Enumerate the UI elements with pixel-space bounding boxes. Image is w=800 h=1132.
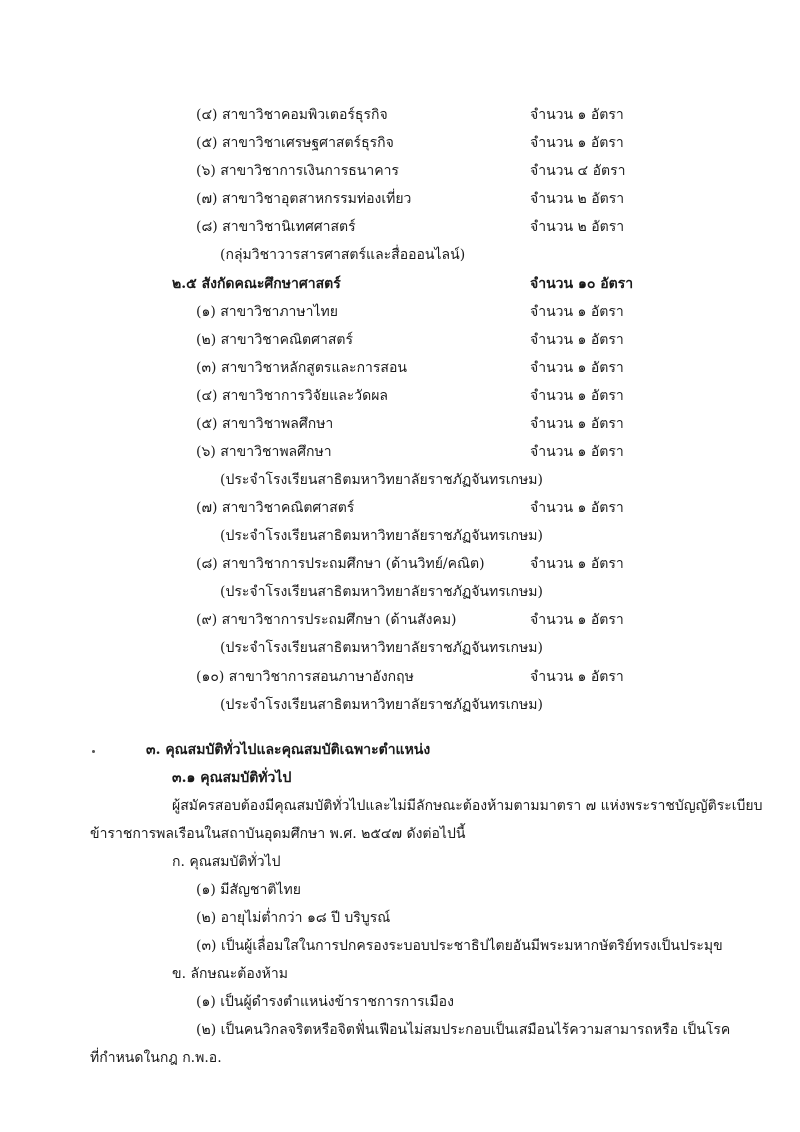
list-item-count: จำนวน ๔ อัตรา	[530, 163, 626, 179]
list-item-note: (ประจำโรงเรียนสาธิตมหาวิทยาลัยราชภัฏจันทรเกษม)	[220, 472, 543, 488]
list-item-label: (๘) สาขาวิชาการประถมศึกษา (ด้านวิทย์/คณิต)	[196, 556, 485, 572]
list-item: (๑) เป็นผู้ดำรงตำแหน่งข้าราชการการเมือง	[196, 994, 454, 1010]
list-item-label: (๗) สาขาวิชาอุตสาหกรรมท่องเที่ยว	[196, 191, 412, 207]
list-item-count: จำนวน ๑ อัตรา	[530, 556, 624, 572]
list-item-count: จำนวน ๑ อัตรา	[530, 360, 624, 376]
list-item-count: จำนวน ๑ อัตรา	[530, 612, 624, 628]
list-item-note: (กลุ่มวิชาวารสารศาสตร์และสื่อออนไลน์)	[220, 247, 466, 263]
sub-b-title: ข. ลักษณะต้องห้าม	[172, 966, 288, 982]
list-item-label: (๖) สาขาวิชาการเงินการธนาคาร	[196, 163, 399, 179]
list-item-count: จำนวน ๑ อัตรา	[530, 107, 624, 123]
list-item-label: (๔) สาขาวิชาการวิจัยและวัดผล	[196, 388, 389, 404]
list-item-count: จำนวน ๑ อัตรา	[530, 500, 624, 516]
list-item-count: จำนวน ๑ อัตรา	[530, 135, 624, 151]
section-3-1-title: ๓.๑ คุณสมบัติทั่วไป	[172, 770, 292, 786]
list-item-count: จำนวน ๑ อัตรา	[530, 444, 624, 460]
list-item-label: (๘) สาขาวิชานิเทศศาสตร์	[196, 219, 356, 235]
list-item-count: จำนวน ๑ อัตรา	[530, 304, 624, 320]
section-2-5-count: จำนวน ๑๐ อัตรา	[530, 276, 634, 292]
list-item-note: (ประจำโรงเรียนสาธิตมหาวิทยาลัยราชภัฏจันทรเกษม)	[220, 640, 543, 656]
list-item-label: (๑๐) สาขาวิชาการสอนภาษาอังกฤษ	[196, 669, 414, 685]
list-item-count: จำนวน ๑ อัตรา	[530, 388, 624, 404]
section-3-title: ๓. คุณสมบัติทั่วไปและคุณสมบัติเฉพาะตำแหน่ง	[146, 742, 431, 758]
list-item-count: จำนวน ๑ อัตรา	[530, 332, 624, 348]
list-item-note: (ประจำโรงเรียนสาธิตมหาวิทยาลัยราชภัฏจันทรเกษม)	[220, 697, 543, 713]
list-item: (๒) อายุไม่ต่ำกว่า ๑๘ ปี บริบูรณ์	[196, 910, 391, 926]
section-2-5-title: ๒.๕ สังกัดคณะศึกษาศาสตร์	[172, 276, 341, 292]
list-item-label: (๒) สาขาวิชาคณิตศาสตร์	[196, 332, 354, 348]
list-item-label: (๗) สาขาวิชาคณิตศาสตร์	[196, 500, 355, 516]
list-item-label: (๕) สาขาวิชาเศรษฐศาสตร์ธุรกิจ	[196, 135, 394, 151]
list-item: (๒) เป็นคนวิกลจริตหรือจิตฟั่นเฟือนไม่สมประกอบเป็นเสมือนไร้ความสามารถหรือ เป็นโรค	[196, 1022, 731, 1038]
list-item-count: จำนวน ๑ อัตรา	[530, 416, 624, 432]
list-item-label: (๖) สาขาวิชาพลศึกษา	[196, 444, 332, 460]
list-item-count: จำนวน ๑ อัตรา	[530, 669, 624, 685]
list-item-label: (๓) สาขาวิชาหลักสูตรและการสอน	[196, 360, 407, 376]
sub-a-title: ก. คุณสมบัติทั่วไป	[172, 854, 281, 870]
list-item: (๓) เป็นผู้เลื่อมใสในการปกครองระบอบประชาธิปไตยอันมีพระมหากษัตริย์ทรงเป็นประมุข	[196, 938, 723, 954]
list-item-count: จำนวน ๒ อัตรา	[530, 191, 625, 207]
list-item-label: (๙) สาขาวิชาการประถมศึกษา (ด้านสังคม)	[196, 612, 457, 628]
list-item-label: (๑) สาขาวิชาภาษาไทย	[196, 304, 338, 320]
list-item-note: (ประจำโรงเรียนสาธิตมหาวิทยาลัยราชภัฏจันทรเกษม)	[220, 584, 543, 600]
list-item-label: (๔) สาขาวิชาคอมพิวเตอร์ธุรกิจ	[196, 107, 388, 123]
paragraph-line: ข้าราชการพลเรือนในสถาบันอุดมศึกษา พ.ศ. ๒๕๔๗ ดังต่อไปนี้	[90, 826, 466, 842]
list-item-continuation: ที่กำหนดในกฎ ก.พ.อ.	[90, 1050, 222, 1066]
list-item: (๑) มีสัญชาติไทย	[196, 882, 301, 898]
list-item-label: (๕) สาขาวิชาพลศึกษา	[196, 416, 334, 432]
scan-speck	[92, 750, 95, 753]
list-item-note: (ประจำโรงเรียนสาธิตมหาวิทยาลัยราชภัฏจันทรเกษม)	[220, 528, 543, 544]
list-item-count: จำนวน ๒ อัตรา	[530, 219, 625, 235]
paragraph-line: ผู้สมัครสอบต้องมีคุณสมบัติทั่วไปและไม่มีลักษณะต้องห้ามตามมาตรา ๗ แห่งพระราชบัญญัติระเบียบ	[172, 798, 763, 814]
